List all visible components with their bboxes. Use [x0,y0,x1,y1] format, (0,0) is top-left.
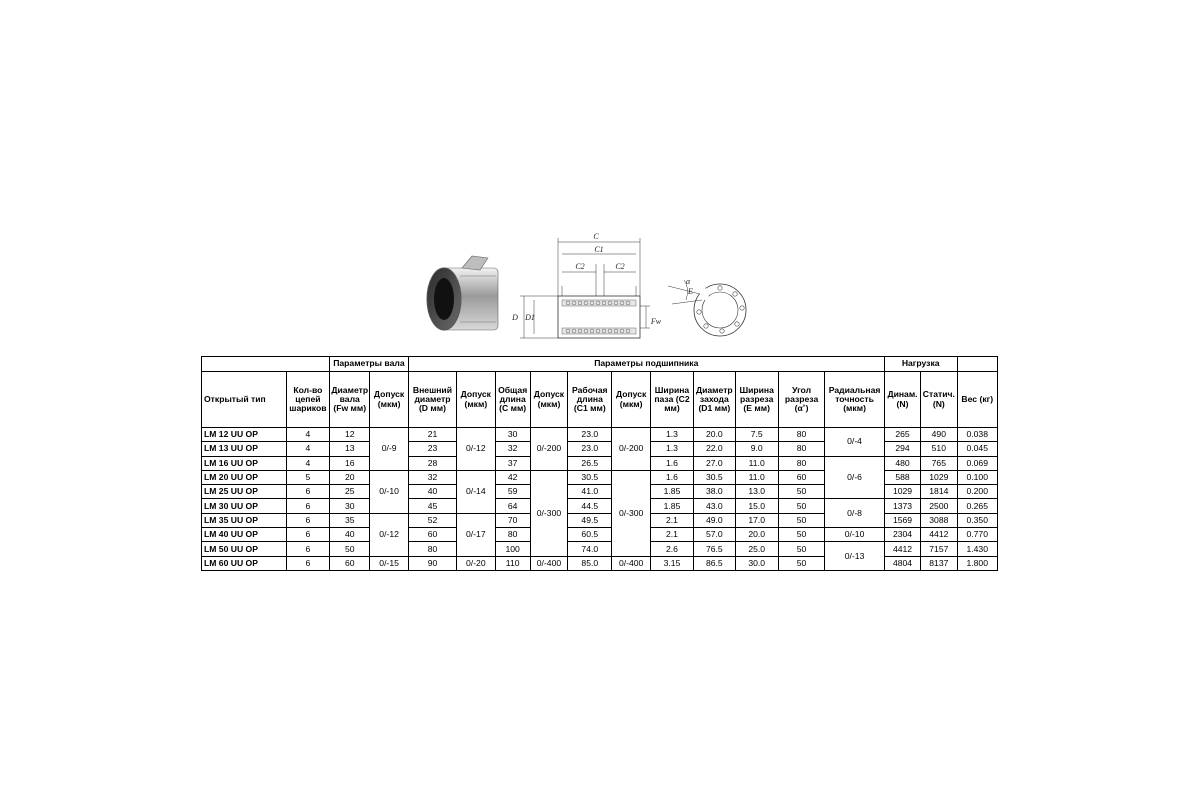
cell-alpha: 50 [778,556,824,570]
cell-chains: 6 [286,556,329,570]
cell-d1: 86.5 [694,556,735,570]
cell-dynamic: 480 [884,456,920,470]
cell-c-tolerance: 0/-300 [530,470,567,556]
cell-d1: 38.0 [694,485,735,499]
cell-c2: 1.3 [650,428,693,442]
cell-d: 28 [408,456,456,470]
col-header-working-length: Рабочая длина (С1 мм) [568,372,612,428]
cell-radial: 0/-4 [825,428,885,457]
cell-static: 510 [921,442,957,456]
cell-c1: 30.5 [568,470,612,484]
cell-d1: 57.0 [694,528,735,542]
cell-c1-tolerance: 0/-300 [612,470,650,556]
cell-alpha: 50 [778,542,824,556]
cell-chains: 6 [286,499,329,513]
cell-static: 1814 [921,485,957,499]
cell-c: 110 [495,556,530,570]
cell-e: 7.5 [735,428,778,442]
cell-c: 80 [495,528,530,542]
cell-c: 32 [495,442,530,456]
cell-c1: 41.0 [568,485,612,499]
col-header-outer-tolerance: Допуск (мкм) [457,372,495,428]
cell-dynamic: 265 [884,428,920,442]
cell-weight: 1.800 [957,556,998,570]
cell-weight: 0.265 [957,499,998,513]
cell-d: 23 [408,442,456,456]
cell-model: LM 60 UU OP [202,556,287,570]
col-header-outer-diameter: Внешний диаметр (D мм) [408,372,456,428]
cell-alpha: 80 [778,442,824,456]
cell-model: LM 35 UU OP [202,513,287,527]
cell-radial: 0/-8 [825,499,885,528]
cell-fw: 35 [330,513,370,527]
table-row [202,428,998,442]
col-header-length-tolerance: Допуск (мкм) [530,372,567,428]
cell-d: 52 [408,513,456,527]
cell-radial: 0/-10 [825,528,885,542]
cell-static: 7157 [921,542,957,556]
cell-c1-tolerance: 0/-400 [612,556,650,570]
cell-dynamic: 2304 [884,528,920,542]
cell-e: 9.0 [735,442,778,456]
cell-static: 1029 [921,470,957,484]
cell-d: 40 [408,485,456,499]
cell-dynamic: 588 [884,470,920,484]
table-row [202,456,998,470]
dim-fw-label: Fw [650,317,662,326]
cell-c: 64 [495,499,530,513]
cell-c: 59 [495,485,530,499]
col-header-radial-accuracy: Радиальная точность (мкм) [825,372,885,428]
group-empty-cell [202,357,330,372]
col-header-dynamic-load: Динам. (N) [884,372,920,428]
cell-alpha: 80 [778,428,824,442]
cell-e: 17.0 [735,513,778,527]
cell-d-tolerance: 0/-14 [457,470,495,513]
dim-c1-label: C1 [594,245,604,254]
cell-fw: 12 [330,428,370,442]
cell-chains: 4 [286,442,329,456]
cell-c2: 1.3 [650,442,693,456]
cell-radial: 0/-13 [825,542,885,571]
cell-d1: 27.0 [694,456,735,470]
col-header-shaft-tolerance: Допуск (мкм) [370,372,408,428]
cell-model: LM 30 UU OP [202,499,287,513]
col-header-entry-diameter: Диаметр захода (D1 мм) [694,372,735,428]
group-load-header: Нагрузка [884,357,957,372]
table-row [202,499,998,513]
cell-d-tolerance: 0/-20 [457,556,495,570]
bearing-photo [427,256,498,330]
col-header-static-load: Статич. (N) [921,372,957,428]
cell-c2: 1.85 [650,485,693,499]
group-shaft-header: Параметры вала [330,357,409,372]
cell-static: 3088 [921,513,957,527]
cell-alpha: 50 [778,499,824,513]
cell-dynamic: 1373 [884,499,920,513]
group-bearing-header: Параметры подшипника [408,357,884,372]
cell-chains: 4 [286,456,329,470]
col-header-shaft-diameter: Диаметр вала (Fw мм) [330,372,370,428]
dim-d1-label: D1 [525,313,535,322]
cell-d-tolerance: 0/-12 [457,428,495,471]
cell-c1: 26.5 [568,456,612,470]
cell-static: 4412 [921,528,957,542]
cell-model: LM 25 UU OP [202,485,287,499]
cell-c1: 44.5 [568,499,612,513]
cell-alpha: 60 [778,470,824,484]
cell-dynamic: 4804 [884,556,920,570]
col-header-groove-width: Ширина паза (С2 мм) [650,372,693,428]
cell-fw: 60 [330,556,370,570]
cell-d1: 76.5 [694,542,735,556]
cell-chains: 6 [286,513,329,527]
dim-d-label: D [512,313,518,322]
cell-static: 490 [921,428,957,442]
dim-c2-left-label: C2 [575,262,585,271]
cell-fw-tolerance: 0/-9 [370,428,408,471]
cell-chains: 5 [286,470,329,484]
specifications-table [201,356,998,571]
table-row [202,542,998,556]
cell-e: 30.0 [735,556,778,570]
cell-c: 37 [495,456,530,470]
col-header-weight: Вес (кг) [957,372,998,428]
cell-model: LM 13 UU OP [202,442,287,456]
cell-d1: 20.0 [694,428,735,442]
cell-model: LM 50 UU OP [202,542,287,556]
cell-fw-tolerance: 0/-10 [370,470,408,513]
cell-d1: 22.0 [694,442,735,456]
cell-fw: 13 [330,442,370,456]
cell-c2: 1.85 [650,499,693,513]
cell-c1: 49.5 [568,513,612,527]
cell-c1: 85.0 [568,556,612,570]
cell-c2: 3.15 [650,556,693,570]
cell-e: 11.0 [735,470,778,484]
cell-c1: 74.0 [568,542,612,556]
cell-fw: 30 [330,499,370,513]
cell-model: LM 12 UU OP [202,428,287,442]
col-header-working-tolerance: Допуск (мкм) [612,372,650,428]
col-header-type: Открытый тип [202,372,287,428]
cell-fw-tolerance: 0/-15 [370,556,408,570]
cell-weight: 0.069 [957,456,998,470]
cell-fw: 40 [330,528,370,542]
cell-weight: 0.770 [957,528,998,542]
cell-e: 11.0 [735,456,778,470]
cell-weight: 0.100 [957,470,998,484]
cell-static: 8137 [921,556,957,570]
group-empty-cell [957,357,998,372]
cell-d-tolerance: 0/-17 [457,513,495,556]
cell-d1: 49.0 [694,513,735,527]
cell-alpha: 50 [778,528,824,542]
cell-fw: 16 [330,456,370,470]
cell-c: 30 [495,428,530,442]
bearing-section-view [511,232,662,338]
cell-weight: 1.430 [957,542,998,556]
cell-alpha: 80 [778,456,824,470]
dim-alpha-label: α [686,277,691,286]
cell-alpha: 50 [778,485,824,499]
cell-static: 765 [921,456,957,470]
cell-d: 45 [408,499,456,513]
dim-c-label: C [593,232,599,241]
dim-e-label: E [688,287,693,296]
col-header-total-length: Общая длина (С мм) [495,372,530,428]
cell-c2: 2.6 [650,542,693,556]
cell-e: 20.0 [735,528,778,542]
cell-dynamic: 294 [884,442,920,456]
cell-c-tolerance: 0/-400 [530,556,567,570]
cell-chains: 6 [286,485,329,499]
cell-c: 70 [495,513,530,527]
bearing-front-view [668,277,746,336]
col-header-slit-angle: Угол разреза (α˚) [778,372,824,428]
cell-d: 80 [408,542,456,556]
cell-c1-tolerance: 0/-200 [612,428,650,471]
cell-c1: 60.5 [568,528,612,542]
cell-model: LM 20 UU OP [202,470,287,484]
cell-c: 42 [495,470,530,484]
col-header-chains: Кол-во цепей шариков [286,372,329,428]
cell-dynamic: 1029 [884,485,920,499]
cell-fw: 20 [330,470,370,484]
table-row [202,528,998,542]
cell-alpha: 50 [778,513,824,527]
cell-static: 2500 [921,499,957,513]
cell-d1: 43.0 [694,499,735,513]
cell-dynamic: 4412 [884,542,920,556]
cell-c-tolerance: 0/-200 [530,428,567,471]
cell-model: LM 16 UU OP [202,456,287,470]
cell-fw: 25 [330,485,370,499]
cell-c1: 23.0 [568,428,612,442]
cell-fw: 50 [330,542,370,556]
cell-weight: 0.350 [957,513,998,527]
bearing-drawing [400,228,820,358]
cell-e: 15.0 [735,499,778,513]
cell-dynamic: 1569 [884,513,920,527]
cell-c2: 1.6 [650,456,693,470]
col-header-slit-width: Ширина разреза (Е мм) [735,372,778,428]
cell-model: LM 40 UU OP [202,528,287,542]
cell-fw-tolerance: 0/-12 [370,513,408,556]
cell-chains: 6 [286,528,329,542]
cell-c2: 1.6 [650,470,693,484]
cell-e: 25.0 [735,542,778,556]
cell-c: 100 [495,542,530,556]
cell-e: 13.0 [735,485,778,499]
cell-d: 32 [408,470,456,484]
cell-d: 21 [408,428,456,442]
cell-weight: 0.200 [957,485,998,499]
cell-d: 90 [408,556,456,570]
cell-weight: 0.038 [957,428,998,442]
cell-c2: 2.1 [650,528,693,542]
cell-c2: 2.1 [650,513,693,527]
cell-d1: 30.5 [694,470,735,484]
cell-radial: 0/-6 [825,456,885,499]
dim-c2-right-label: C2 [615,262,625,271]
cell-c1: 23.0 [568,442,612,456]
cell-chains: 6 [286,542,329,556]
cell-weight: 0.045 [957,442,998,456]
cell-chains: 4 [286,428,329,442]
cell-d: 60 [408,528,456,542]
